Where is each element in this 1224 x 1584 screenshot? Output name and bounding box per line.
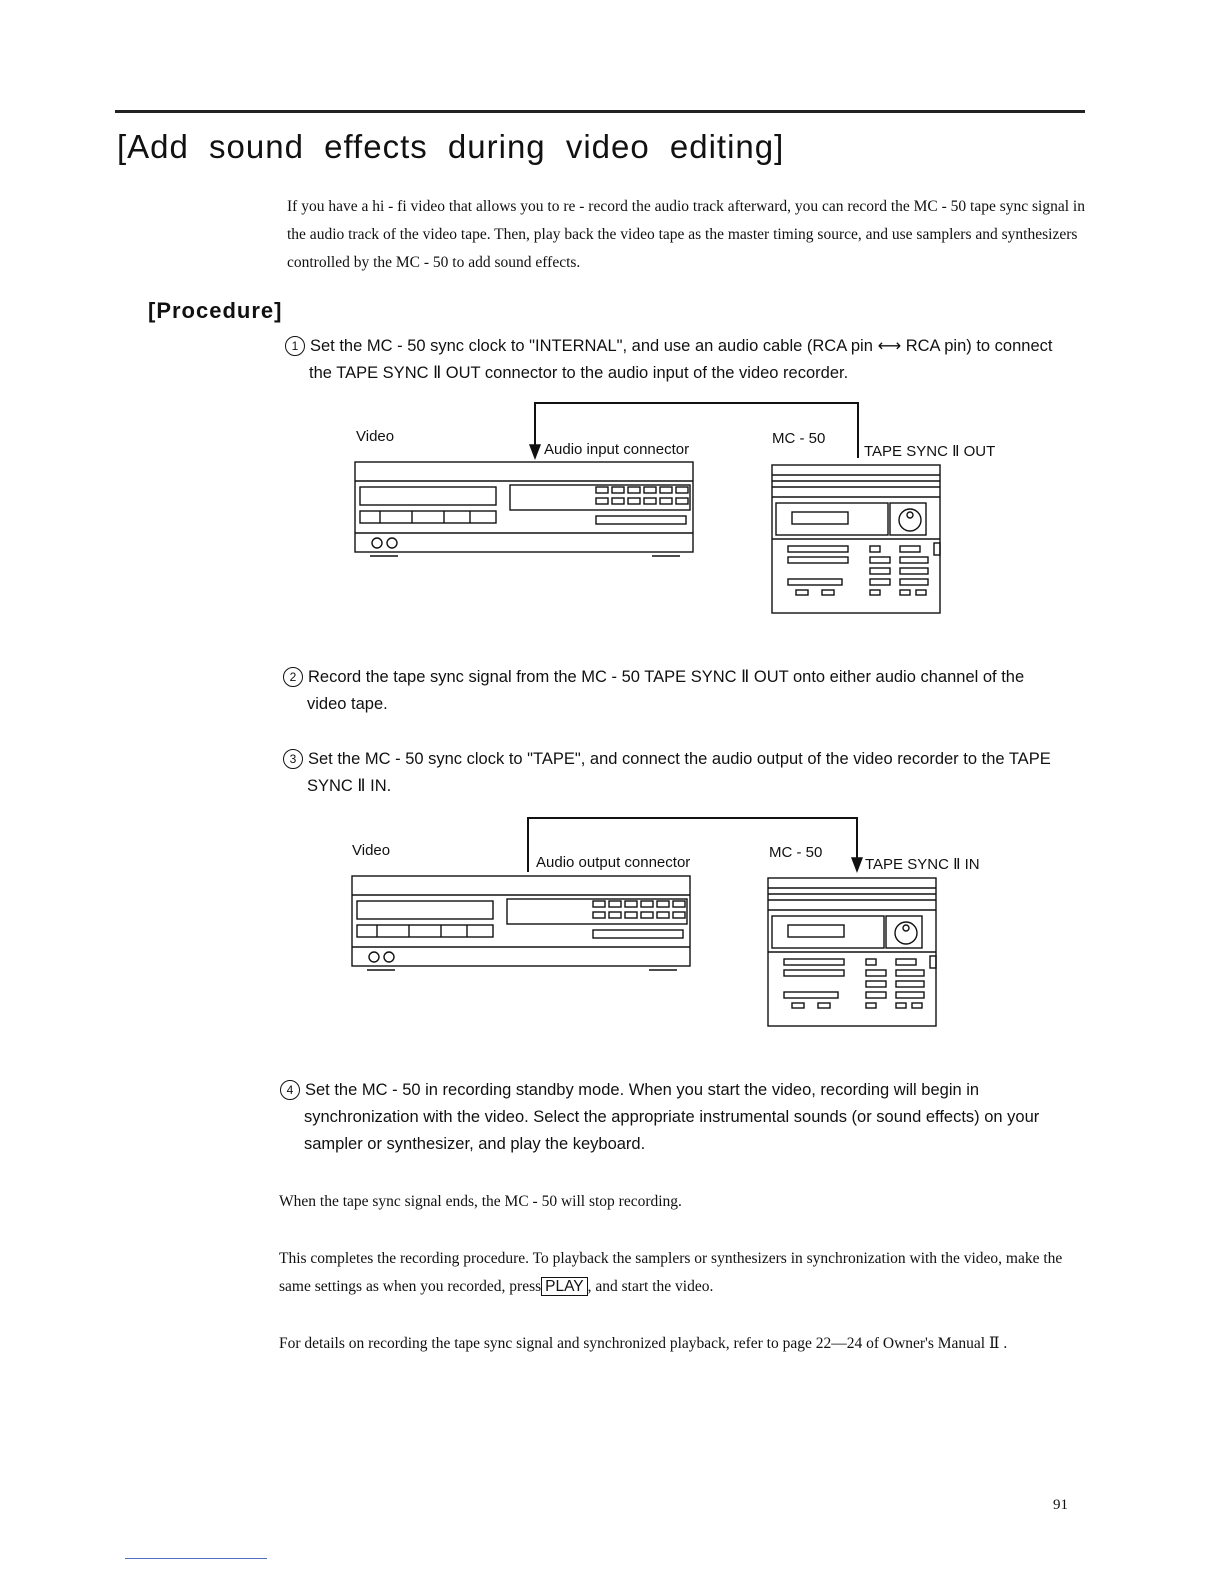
video-label: Video — [352, 842, 391, 859]
procedure-heading: [Procedure] — [148, 298, 283, 323]
connection-diagram-1 — [340, 395, 1040, 625]
connector-label: Audio output connector — [536, 854, 691, 871]
video-label: Video — [356, 428, 395, 445]
port-label: TAPE SYNC Ⅱ OUT — [864, 443, 996, 460]
step-2 — [283, 664, 1083, 718]
step-text: video tape. — [307, 695, 388, 713]
step-number: 1 — [285, 336, 305, 356]
step-4 — [280, 1077, 1080, 1158]
intro-paragraph: If you have a hi - fi video that allows you to re - record the audio track afterward, you can record the MC - 50 tape sync signal in the audio track of the video tape. Then, play back the video tape as the master timing source, and use samplers and synthesizers controlled by the MC - 50 to add sound effects. — [287, 198, 1085, 271]
step-text: the TAPE SYNC Ⅱ OUT connector to the audio input of the video recorder. — [309, 364, 849, 382]
play-key: PLAY — [541, 1277, 588, 1296]
step-text: Set the MC - 50 in recording standby mode. When you start the video, recording will begin in — [305, 1081, 980, 1099]
device-label: MC - 50 — [772, 430, 826, 447]
diagram-drawing — [340, 808, 1040, 1038]
playback-text-end: , and start the video. — [587, 1278, 714, 1295]
step-text: Record the tape sync signal from the MC - 50 TAPE SYNC Ⅱ OUT onto either audio channel of the — [308, 668, 1025, 686]
arrow-icon — [852, 858, 862, 871]
step-text: Set the MC - 50 sync clock to "TAPE", and connect the audio output of the video recorder to the TAPE — [308, 750, 1051, 768]
step-1 — [285, 333, 1085, 387]
playback-text: This completes the recording procedure. To playback the samplers or synthesizers in synchronization with the video, make the same settings as when you recorded, press — [279, 1250, 1063, 1295]
top-rule — [115, 110, 1085, 113]
step-text: SYNC Ⅱ IN. — [307, 777, 392, 795]
step-number: 2 — [283, 667, 303, 687]
page-title: [Add sound effects during video editing] — [117, 128, 785, 165]
step-number: 3 — [283, 749, 303, 769]
arrow-icon — [530, 445, 540, 458]
step-text: Set the MC - 50 sync clock to "INTERNAL", and use an audio cable (RCA pin ⟷ RCA pin) to connect — [310, 337, 1053, 355]
stop-note: When the tape sync signal ends, the MC - 50 will stop recording. — [279, 1193, 682, 1210]
connection-diagram-2 — [340, 808, 1040, 1038]
reference-note: For details on recording the tape sync signal and synchronized playback, refer to page 22—24 of Owner's Manual Ⅱ . — [279, 1335, 1008, 1352]
device-label: MC - 50 — [769, 844, 823, 861]
port-label: TAPE SYNC Ⅱ IN — [865, 856, 980, 873]
step-text: synchronization with the video. Select the appropriate instrumental sounds (or sound effects) on your — [304, 1108, 1040, 1126]
connector-label: Audio input connector — [544, 441, 690, 458]
diagram-drawing — [340, 395, 1040, 625]
page-number: 91 — [1053, 1497, 1068, 1513]
step-text: sampler or synthesizer, and play the keyboard. — [304, 1135, 646, 1153]
step-number: 4 — [280, 1080, 300, 1100]
step-3 — [283, 746, 1083, 800]
playback-note — [279, 1245, 1089, 1301]
bottom-rule — [125, 1558, 267, 1559]
